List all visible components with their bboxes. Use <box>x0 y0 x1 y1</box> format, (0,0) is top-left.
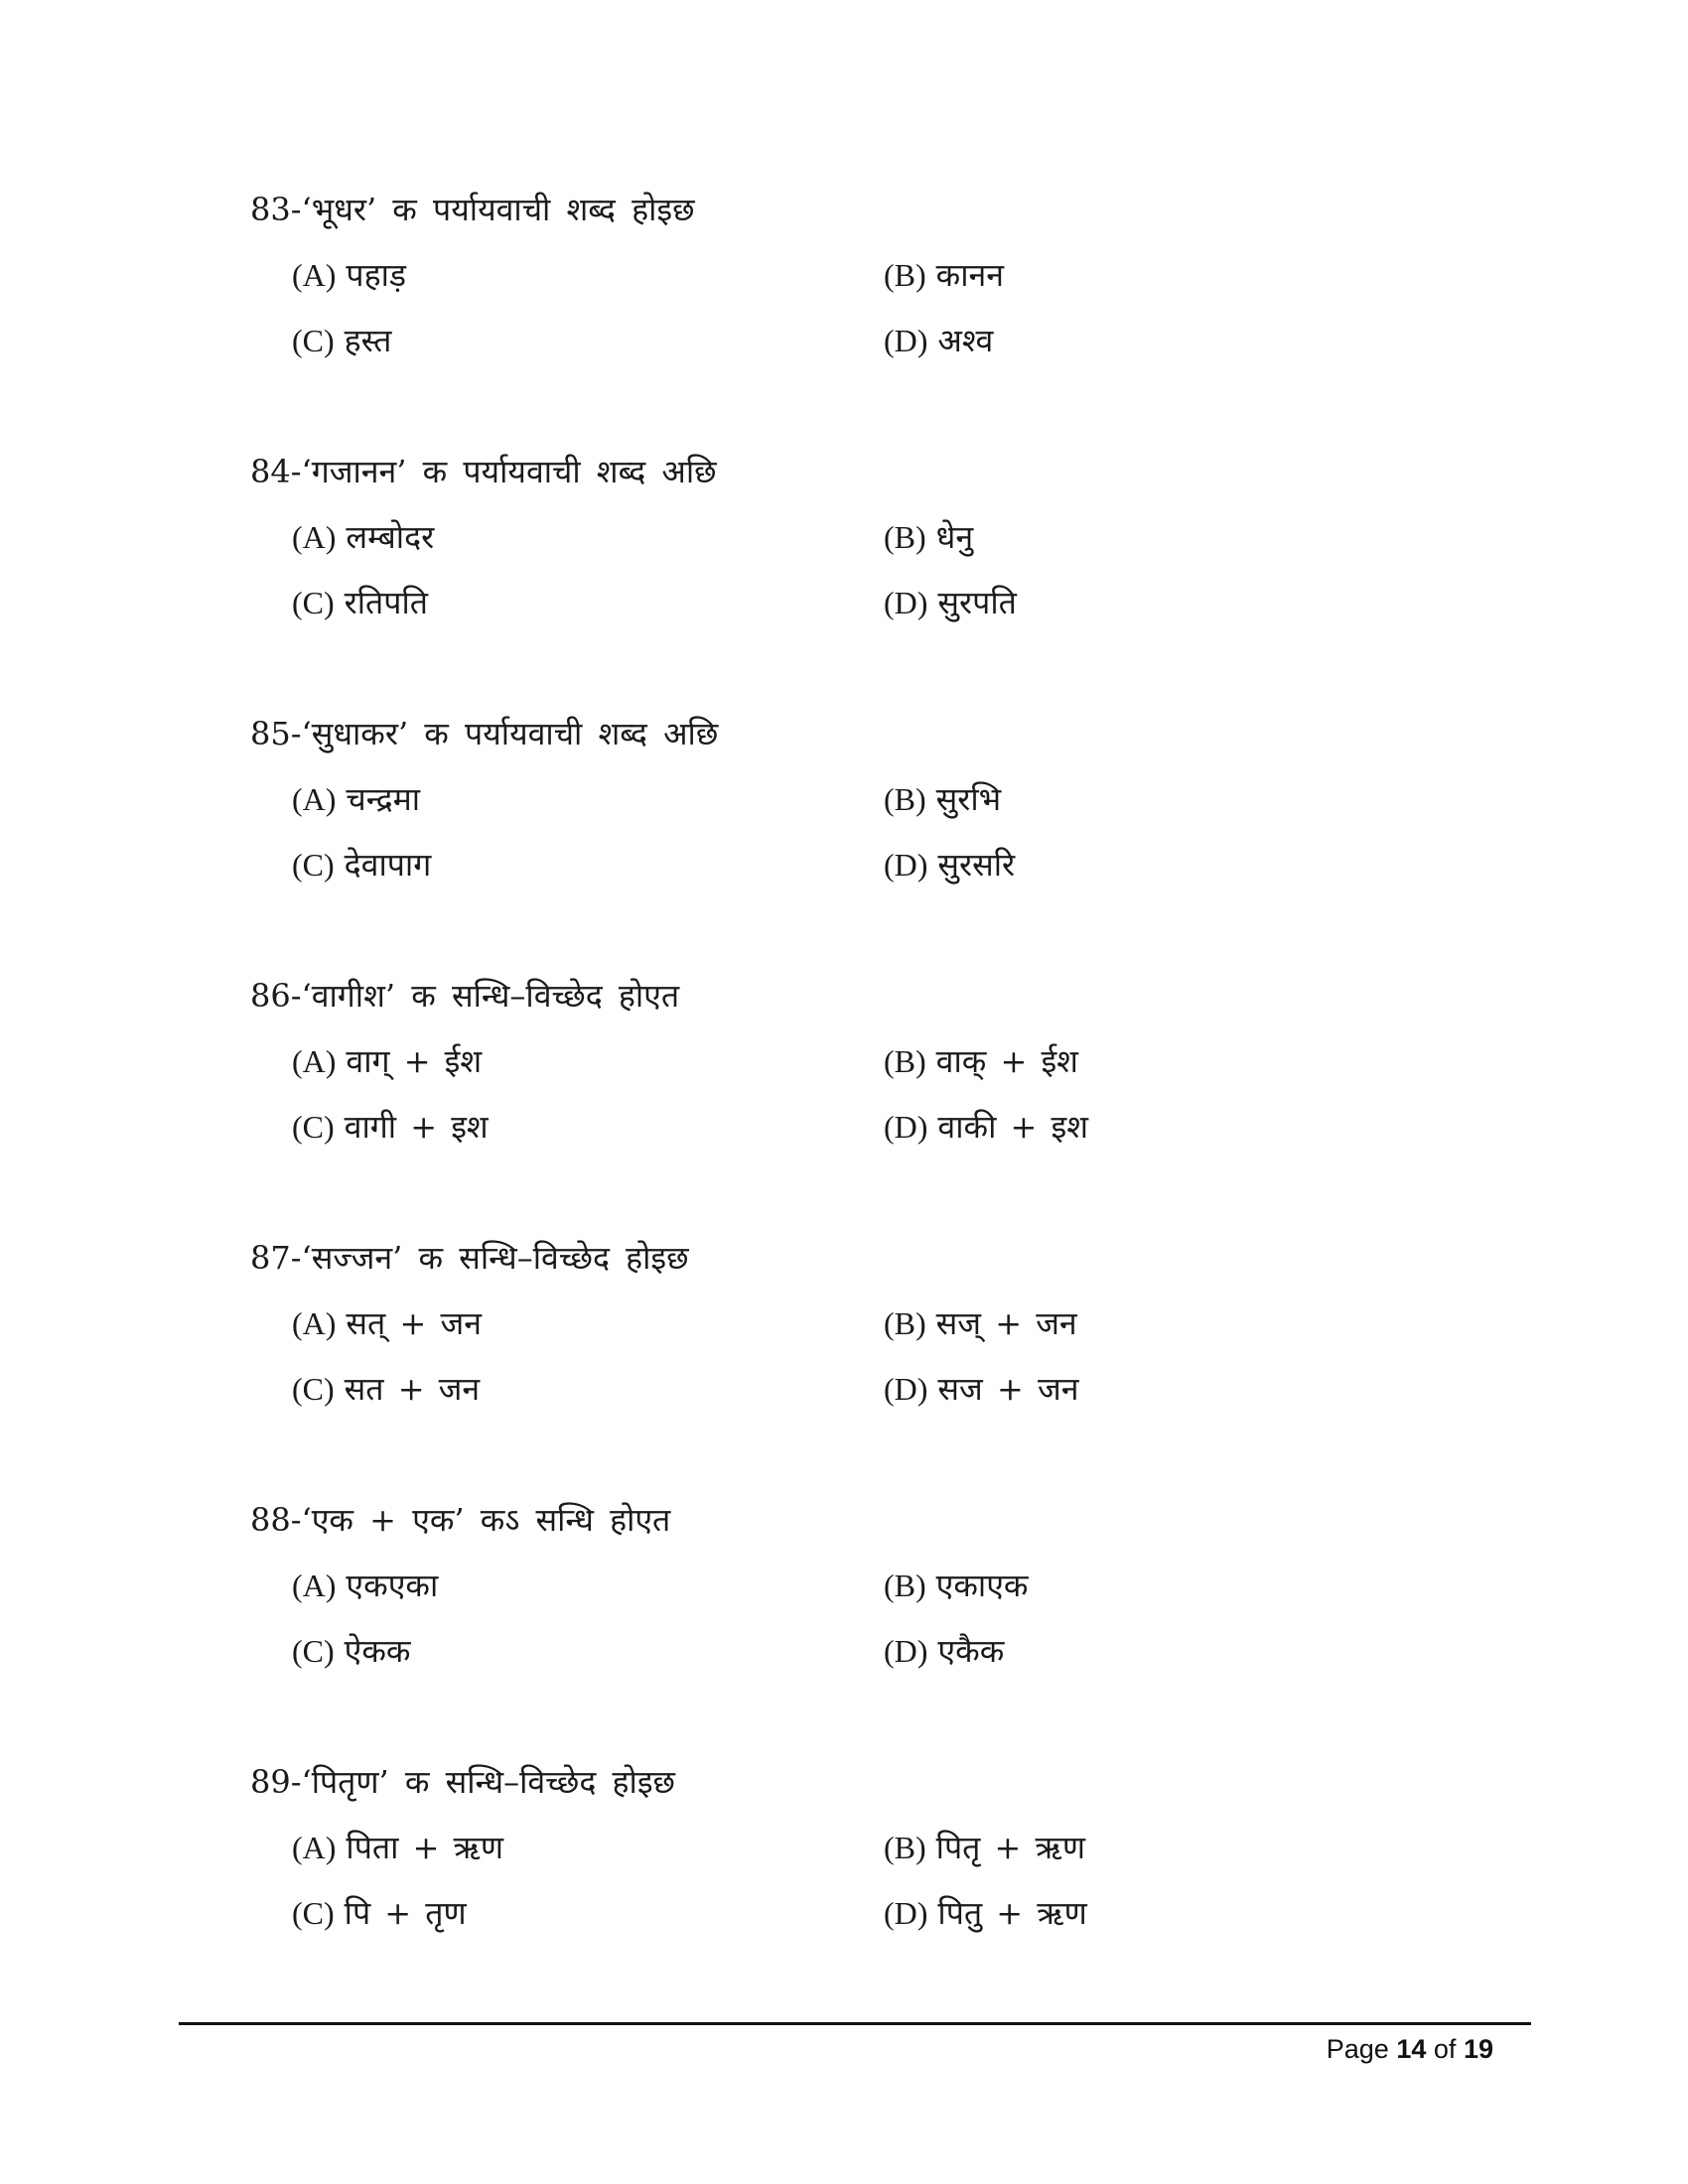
option-text: सज + जन <box>937 1370 1079 1408</box>
option-letter: (D) <box>884 1895 928 1931</box>
option-d <box>884 583 1017 622</box>
page-current: 14 <box>1396 2034 1427 2064</box>
option-d <box>884 1631 1004 1671</box>
option-text: पितृ + ऋण <box>935 1829 1085 1866</box>
question-stem: 83-‘भूधर’ क पर्यायवाची शब्द होइछ <box>250 191 695 228</box>
option-c <box>292 845 431 885</box>
option-text: देवापाग <box>344 846 432 884</box>
option-text: सुरपति <box>937 584 1017 621</box>
option-text: एकैक <box>937 1632 1005 1670</box>
option-a <box>292 255 406 295</box>
page-of: of <box>1433 2034 1457 2064</box>
question-stem: 86-‘वागीश’ क सन्धि–विच्छेद होएत <box>250 977 680 1015</box>
option-letter: (C) <box>292 1633 335 1669</box>
question-84 <box>250 452 1541 621</box>
option-text: सज् + जन <box>935 1304 1077 1342</box>
option-text: वाग् + ईश <box>346 1042 483 1080</box>
option-c <box>292 321 391 360</box>
option-b <box>884 1566 1029 1605</box>
question-89 <box>250 1762 1541 1932</box>
option-letter: (C) <box>292 847 335 883</box>
option-letter: (B) <box>884 1568 926 1603</box>
question-stem: 84-‘गजानन’ क पर्यायवाची शब्द अछि <box>250 453 717 490</box>
option-text: सत् + जन <box>346 1304 482 1342</box>
question-stem: 87-‘सज्जन’ क सन्धि–विच्छेद होइछ <box>250 1239 689 1277</box>
option-text: लम्बोदर <box>346 518 435 556</box>
option-letter: (D) <box>884 323 928 358</box>
option-text: पि + तृण <box>344 1894 467 1932</box>
question-stem: 89-‘पितृण’ क सन्धि–विच्छेद होइछ <box>250 1763 675 1801</box>
option-letter: (B) <box>884 257 926 293</box>
question-86 <box>250 976 1541 1146</box>
question-stem: 85-‘सुधाकर’ क पर्यायवाची शब्द अछि <box>250 715 719 752</box>
option-text: सुरसरि <box>937 846 1016 884</box>
option-text: सत + जन <box>344 1370 481 1408</box>
option-text: वाकी + इश <box>937 1108 1088 1146</box>
option-a <box>292 779 420 819</box>
option-letter: (A) <box>292 781 337 817</box>
option-text: चन्द्रमा <box>346 780 421 818</box>
option-b <box>884 517 973 557</box>
option-a <box>292 1041 482 1081</box>
option-b <box>884 255 1004 295</box>
option-letter: (D) <box>884 1109 928 1145</box>
option-text: वागी + इश <box>344 1108 489 1146</box>
option-letter: (C) <box>292 323 335 358</box>
option-letter: (B) <box>884 1305 926 1341</box>
option-letter: (D) <box>884 585 928 620</box>
option-a <box>292 1828 503 1867</box>
option-text: वाक् + ईश <box>935 1042 1078 1080</box>
option-c <box>292 1369 480 1409</box>
footer-divider <box>179 2022 1531 2025</box>
option-c <box>292 1893 467 1933</box>
question-stem: 88-‘एक + एक’ कऽ सन्धि होएत <box>250 1501 671 1539</box>
option-b <box>884 1828 1085 1867</box>
option-a <box>292 517 434 557</box>
option-letter: (D) <box>884 1633 928 1669</box>
option-letter: (B) <box>884 1043 926 1079</box>
page-total: 19 <box>1463 2034 1493 2064</box>
option-d <box>884 1893 1087 1933</box>
option-letter: (C) <box>292 1109 335 1145</box>
option-b <box>884 1041 1078 1081</box>
option-d <box>884 321 993 360</box>
option-text: एकएका <box>346 1567 439 1604</box>
option-c <box>292 1107 489 1147</box>
option-text: पितु + ऋण <box>937 1894 1087 1932</box>
option-text: एकाएक <box>935 1567 1029 1604</box>
option-letter: (A) <box>292 519 337 555</box>
option-letter: (B) <box>884 1830 926 1865</box>
option-text: हस्त <box>344 322 392 359</box>
option-letter: (C) <box>292 1895 335 1931</box>
option-c <box>292 1631 411 1671</box>
option-letter: (A) <box>292 1043 337 1079</box>
option-d <box>884 845 1015 885</box>
option-b <box>884 1303 1077 1343</box>
page-prefix: Page <box>1326 2034 1389 2064</box>
option-text: अश्व <box>937 322 994 359</box>
option-letter: (B) <box>884 781 926 817</box>
option-d <box>884 1107 1088 1147</box>
option-text: ऐकक <box>344 1632 411 1670</box>
question-85 <box>250 714 1541 884</box>
question-83 <box>250 190 1541 359</box>
option-letter: (A) <box>292 257 337 293</box>
option-text: पहाड़ <box>346 256 406 294</box>
option-text: धेनु <box>935 518 974 556</box>
question-87 <box>250 1238 1541 1408</box>
option-d <box>884 1369 1078 1409</box>
option-text: पिता + ऋण <box>346 1829 504 1866</box>
option-letter: (C) <box>292 585 335 620</box>
option-letter: (D) <box>884 847 928 883</box>
option-text: सुरभि <box>935 780 1002 818</box>
question-88 <box>250 1500 1541 1670</box>
option-text: कानन <box>935 256 1005 294</box>
option-letter: (D) <box>884 1371 928 1407</box>
option-letter: (C) <box>292 1371 335 1407</box>
option-letter: (A) <box>292 1305 337 1341</box>
option-letter: (A) <box>292 1830 337 1865</box>
option-c <box>292 583 428 622</box>
option-a <box>292 1303 482 1343</box>
option-b <box>884 779 1001 819</box>
page-number <box>1327 2033 1493 2065</box>
option-text: रतिपति <box>344 584 428 621</box>
option-letter: (A) <box>292 1568 337 1603</box>
option-a <box>292 1566 438 1605</box>
option-letter: (B) <box>884 519 926 555</box>
